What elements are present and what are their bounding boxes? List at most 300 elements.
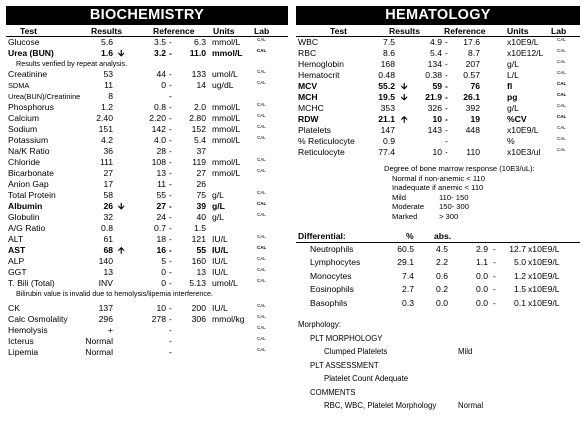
cell-percent: 2.7 <box>402 284 414 295</box>
header-test: Test <box>20 26 38 36</box>
test-name: Total Protein <box>8 190 56 200</box>
reference-dash: - <box>169 157 172 167</box>
platelet-count-label: Platelet Count Adequate <box>324 374 409 384</box>
plt-morphology-heading: PLT MORPHOLOGY <box>310 333 383 343</box>
reference-dash: - <box>169 80 172 90</box>
result-value: 1.2 <box>101 102 113 112</box>
unit-label: IU/L <box>212 234 228 244</box>
differential-rows <box>296 243 580 311</box>
lab-code: CAL <box>557 70 566 75</box>
table-row <box>6 190 288 201</box>
reference-high: 200 <box>191 303 206 313</box>
differential-row <box>296 243 580 257</box>
result-value: 21.1 <box>378 114 395 124</box>
reference-low: 0.7 <box>154 223 166 233</box>
result-value: 61 <box>103 234 113 244</box>
result-value: 27 <box>103 168 113 178</box>
test-name: Lipemia <box>8 347 39 357</box>
lab-code: CAL <box>257 314 266 319</box>
reference-high: 6.3 <box>194 37 206 47</box>
reference-low: 4.9 <box>430 37 442 47</box>
reference-low: 18 <box>156 234 166 244</box>
unit-label: ug/dL <box>212 80 234 90</box>
result-value: 55.2 <box>378 81 395 91</box>
reference-high: 2.80 <box>189 113 206 123</box>
test-name: Urea(BUN)/Creatinine <box>8 92 81 101</box>
arrow-down-icon: 🡫 <box>118 201 125 211</box>
reference-high: 14 <box>196 80 206 90</box>
reference-low: 326 <box>427 103 442 113</box>
lab-code: CAL <box>257 113 266 118</box>
result-value: Normal <box>85 347 113 357</box>
lab-code: CAL <box>257 256 266 261</box>
unit-label: umol/L <box>212 69 238 79</box>
rbc-wbc-row <box>296 399 580 413</box>
test-name: Reticulocyte <box>298 147 345 157</box>
cell-name: Monocytes <box>310 270 352 281</box>
reference-dash: - <box>169 124 172 134</box>
result-value: 58 <box>103 190 113 200</box>
reference-low: 0 <box>161 278 166 288</box>
unit-label: IU/L <box>212 303 228 313</box>
table-row <box>296 92 580 103</box>
lab-code: CAL <box>557 125 566 130</box>
reference-high: 26.1 <box>463 92 480 102</box>
reference-low: 10 <box>432 147 442 157</box>
reference-high: 39 <box>196 201 206 211</box>
comments-row <box>296 386 580 400</box>
reference-high: 37 <box>196 146 206 156</box>
result-value: 32 <box>103 212 113 222</box>
table-row <box>6 245 288 256</box>
test-name: ALP <box>8 256 25 266</box>
reference-high: 5.4 <box>194 135 206 145</box>
reference-low: 0 <box>161 267 166 277</box>
header-lab: Lab <box>254 26 270 36</box>
cell-name: Neutrophils <box>310 243 354 254</box>
test-name: CK <box>8 303 20 313</box>
test-name: Albumin <box>8 201 43 211</box>
lab-code: CAL <box>557 103 566 108</box>
table-row <box>296 48 580 59</box>
result-value: 140 <box>98 256 113 266</box>
reference-low: 142 <box>151 124 166 134</box>
test-name: Hematocrit <box>298 70 340 80</box>
reference-low: 5 <box>161 256 166 266</box>
reference-dash: - <box>445 136 448 146</box>
header-units: Units <box>213 26 235 36</box>
reference-dash: - <box>169 314 172 324</box>
test-name: % Reticulocyte <box>298 136 355 146</box>
reference-dash: - <box>169 347 172 357</box>
clumped-platelets-label: Clumped Platelets <box>324 347 388 357</box>
table-row <box>6 48 288 59</box>
lab-code: CAL <box>557 48 566 53</box>
unit-label: x10E3/ul <box>507 147 541 157</box>
reference-dash: - <box>169 168 172 178</box>
reference-high: 119 <box>192 157 206 167</box>
test-name: SDMA <box>8 81 30 90</box>
test-name: Potassium <box>8 135 49 145</box>
unit-label: x10E9/L <box>528 297 560 308</box>
reference-low: 5.4 <box>430 48 442 58</box>
table-row <box>6 256 288 267</box>
result-value: 137 <box>98 303 113 313</box>
differential-row <box>296 270 580 284</box>
grade-label: Moderate <box>392 202 425 212</box>
unit-label: IU/L <box>212 245 229 255</box>
test-name: Phosphorus <box>8 102 54 112</box>
biochemistry-title: BIOCHEMISTRY <box>6 6 288 25</box>
morphology-title: Morphology: <box>298 320 341 330</box>
unit-label: g/L <box>212 190 224 200</box>
hematology-panel <box>296 6 580 413</box>
unit-label: g/L <box>507 59 519 69</box>
table-row <box>296 70 580 81</box>
reference-low: 0.38 <box>425 70 442 80</box>
reference-high: 2.0 <box>194 102 206 112</box>
header-results: Results <box>91 26 123 36</box>
differential-row <box>296 256 580 270</box>
result-value: 53 <box>103 69 113 79</box>
cell-percent: 29.1 <box>397 257 414 268</box>
reference-low: 3.2 <box>154 48 166 58</box>
reference-low: 134 <box>427 59 442 69</box>
reference-high: 0.57 <box>463 70 480 80</box>
reference-dash: - <box>169 37 172 47</box>
grade-label: Mild <box>392 192 406 202</box>
header-units: Units <box>507 26 529 36</box>
platelet-count-row <box>296 372 580 386</box>
reference-dash: - <box>445 37 448 47</box>
result-value: INV <box>98 278 113 288</box>
hematology-rows <box>296 37 580 158</box>
result-value: 17 <box>103 179 113 189</box>
test-name: Na/K Ratio <box>8 146 50 156</box>
reference-high: 0.1 <box>514 297 526 308</box>
reference-dash: - <box>169 234 172 244</box>
reference-low: 21.9 <box>425 92 442 102</box>
table-row <box>6 146 288 157</box>
table-row <box>6 113 288 124</box>
clumped-platelets-row <box>296 345 580 359</box>
reference-low: 10 <box>432 114 442 124</box>
reference-high: 448 <box>465 125 480 135</box>
test-name: Chloride <box>8 157 41 167</box>
reference-high: 5.13 <box>189 278 206 288</box>
plt-assessment-row <box>296 359 580 373</box>
reference-low: 13 <box>156 168 166 178</box>
reference-dash: - <box>169 223 172 233</box>
reference-low: 27 <box>156 201 166 211</box>
reference-low: 11 <box>157 179 166 189</box>
unit-label: g/L <box>212 212 224 222</box>
lab-code: CAL <box>257 267 266 272</box>
test-name: RBC <box>298 48 317 58</box>
test-name: Hemoglobin <box>298 59 344 69</box>
reference-high: 1.2 <box>514 270 526 281</box>
result-value: 26 <box>103 201 113 211</box>
header-reference: Reference <box>153 26 195 36</box>
unit-label: % <box>507 136 515 146</box>
unit-label: %CV <box>507 114 527 124</box>
reference-dash: - <box>445 147 448 157</box>
bone-marrow-line: Normal if non-anemic < 110 <box>392 173 485 183</box>
biochemistry-column-headers <box>6 25 288 37</box>
test-name: Calc Osmolality <box>8 314 68 324</box>
lab-code: CAL <box>257 102 266 107</box>
reference-low: 0.8 <box>154 102 166 112</box>
unit-label: mmol/L <box>212 113 241 123</box>
lab-code: CAL <box>557 136 566 141</box>
bone-marrow-grade <box>392 212 580 222</box>
arrow-down-icon: 🡫 <box>118 48 125 58</box>
lab-code: CAL <box>257 325 266 330</box>
reference-dash: - <box>445 125 448 135</box>
lab-code: CAL <box>257 201 267 206</box>
morphology-section <box>296 318 580 413</box>
reference-dash: - <box>445 103 448 113</box>
reference-low: 59 <box>432 81 442 91</box>
reference-dash: - <box>169 336 172 346</box>
header-test: Test <box>330 26 348 36</box>
table-row <box>6 69 288 80</box>
reference-high: 76 <box>470 81 480 91</box>
result-value: + <box>107 325 113 335</box>
result-value: 0.8 <box>101 223 113 233</box>
reference-dash: - <box>493 284 496 295</box>
unit-label: L/L <box>507 70 519 80</box>
table-row <box>6 102 288 113</box>
reference-low: 44 <box>156 69 166 79</box>
hematology-title: HEMATOLOGY <box>296 6 580 25</box>
reference-high: 40 <box>196 212 206 222</box>
reference-low: 55 <box>156 190 166 200</box>
arrow-down-icon: 🡫 <box>401 81 408 91</box>
lab-code: CAL <box>257 135 266 140</box>
lab-code: CAL <box>257 168 266 173</box>
table-row <box>6 278 288 289</box>
unit-label: mmol/L <box>212 135 241 145</box>
unit-label: fl <box>507 81 513 91</box>
header-reference: Reference <box>444 26 486 36</box>
reference-low: 0 <box>161 80 166 90</box>
reference-low: 3.5 <box>154 37 166 47</box>
bone-marrow-grade <box>392 202 580 212</box>
table-row <box>6 201 288 212</box>
table-row <box>6 336 288 347</box>
cell-percent: 60.5 <box>397 243 414 254</box>
lab-code: CAL <box>557 147 566 152</box>
reference-low: 143 <box>427 125 442 135</box>
reference-dash: - <box>169 146 172 156</box>
test-name: Icterus <box>8 336 34 346</box>
arrow-down-icon: 🡫 <box>401 92 408 102</box>
table-row <box>6 168 288 179</box>
reference-dash: - <box>169 212 172 222</box>
reference-low: 4.0 <box>154 135 166 145</box>
reference-low: 2.9 <box>476 243 488 254</box>
lab-code: CAL <box>257 80 266 85</box>
reference-low: 0.0 <box>476 297 488 308</box>
differential-title: Differential: <box>298 230 346 241</box>
reference-dash: - <box>445 92 448 102</box>
lab-code: CAL <box>257 212 266 217</box>
result-note: Results verified by repeat analysis. <box>16 59 128 68</box>
result-value: 296 <box>98 314 113 324</box>
result-value: 77.4 <box>378 147 395 157</box>
reference-high: 26 <box>196 179 206 189</box>
cell-absolute: 0.2 <box>436 284 448 295</box>
reference-dash: - <box>445 48 448 58</box>
lab-code: CAL <box>257 234 266 239</box>
lab-code: CAL <box>257 278 266 283</box>
table-row <box>6 223 288 234</box>
biochemistry-rows <box>6 37 288 358</box>
reference-dash: - <box>493 297 496 308</box>
differential-row <box>296 283 580 297</box>
unit-label: umol/L <box>212 278 238 288</box>
unit-label: mmol/L <box>212 48 243 58</box>
bone-marrow-line: Inadequate if anemic < 110 <box>392 183 484 193</box>
result-value: 11 <box>104 80 113 90</box>
reference-dash: - <box>169 325 172 335</box>
unit-label: IU/L <box>212 256 228 266</box>
table-row <box>6 135 288 146</box>
reference-high: 75 <box>196 190 206 200</box>
reference-high: 306 <box>191 314 206 324</box>
lab-code: CAL <box>557 37 566 42</box>
unit-label: g/L <box>507 103 519 113</box>
result-value: 111 <box>99 157 113 167</box>
table-row <box>6 314 288 325</box>
reference-dash: - <box>169 69 172 79</box>
result-value: 168 <box>380 59 395 69</box>
table-row <box>6 212 288 223</box>
reference-high: 110 <box>466 147 480 157</box>
reference-dash: - <box>445 114 448 124</box>
reference-dash: - <box>493 257 496 268</box>
differential-abs-header: abs. <box>434 230 452 241</box>
reference-low: 0.0 <box>476 284 488 295</box>
reference-high: 12.7 <box>509 243 526 254</box>
test-name: WBC <box>298 37 319 47</box>
arrow-up-icon: 🡩 <box>401 114 408 124</box>
table-row <box>6 234 288 245</box>
bone-marrow-grade <box>392 193 580 203</box>
reference-low: 1.1 <box>476 257 488 268</box>
grade-value: 150- 300 <box>439 202 469 212</box>
lab-code: CAL <box>257 157 266 162</box>
comments-heading: COMMENTS <box>310 387 356 397</box>
reference-dash: - <box>493 243 496 254</box>
reference-high: 1.5 <box>514 284 526 295</box>
lab-code: CAL <box>257 347 266 352</box>
reference-low: 108 <box>151 157 166 167</box>
unit-label: mmol/L <box>212 168 241 178</box>
reference-dash: - <box>169 267 172 277</box>
test-name: MCV <box>298 81 318 91</box>
lab-code: CAL <box>257 124 266 129</box>
unit-label: x10E12/L <box>507 48 544 58</box>
reference-dash: - <box>169 113 172 123</box>
result-value: 7.5 <box>383 37 395 47</box>
lab-code: CAL <box>557 59 566 64</box>
lab-code: CAL <box>257 190 266 195</box>
table-row <box>6 303 288 314</box>
arrow-up-icon: 🡩 <box>118 245 125 255</box>
grade-value: > 300 <box>439 211 459 221</box>
cell-absolute: 4.5 <box>436 243 448 254</box>
table-row <box>6 179 288 190</box>
reference-high: 11.0 <box>189 48 206 58</box>
table-row <box>296 114 580 125</box>
result-value: 353 <box>380 103 395 113</box>
unit-label: x10E9/L <box>528 257 560 268</box>
reference-dash: - <box>169 256 172 266</box>
reference-high: 160 <box>191 256 206 266</box>
reference-dash: - <box>169 48 172 58</box>
table-row <box>6 157 288 168</box>
unit-label: mmol/kg <box>212 314 245 324</box>
header-results: Results <box>389 26 421 36</box>
cell-absolute: 0.6 <box>436 270 448 281</box>
result-value: Normal <box>85 336 113 346</box>
grade-label: Marked <box>392 211 418 221</box>
reference-high: 152 <box>191 124 206 134</box>
unit-label: IU/L <box>212 267 228 277</box>
differential-row <box>296 297 580 311</box>
unit-label: x10E9/L <box>528 243 560 254</box>
header-lab: Lab <box>551 26 567 36</box>
table-row <box>6 37 288 48</box>
test-name: Urea (BUN) <box>8 48 54 58</box>
reference-high: 13 <box>196 267 206 277</box>
test-name: T. Bili (Total) <box>8 278 55 288</box>
reference-low: 0.0 <box>476 270 488 281</box>
table-row <box>296 125 580 136</box>
reference-dash: - <box>169 190 172 200</box>
lab-code: CAL <box>557 114 567 119</box>
table-row <box>296 147 580 158</box>
result-value: 8.6 <box>383 48 395 58</box>
differential-pct-header: % <box>406 230 414 241</box>
table-row <box>6 267 288 278</box>
unit-label: mmol/L <box>212 37 241 47</box>
test-name: Calcium <box>8 113 40 123</box>
test-name: Creatinine <box>8 69 48 79</box>
cell-name: Lymphocytes <box>310 257 361 268</box>
test-name: MCHC <box>298 103 324 113</box>
rbc-wbc-label: RBC, WBC, Platelet Morphology <box>324 401 437 411</box>
test-name: Bicarbonate <box>8 168 54 178</box>
lab-code: CAL <box>257 69 266 74</box>
reference-low: 10 <box>156 303 166 313</box>
table-row <box>6 91 288 102</box>
reference-low: 2.20 <box>149 113 166 123</box>
lab-code: CAL <box>557 81 567 86</box>
table-row <box>6 124 288 135</box>
grade-value: 110- 150 <box>439 192 469 202</box>
unit-label: x10E9/L <box>528 270 560 281</box>
result-note: Bilirubin value is invalid due to hemolysis/lipemia interference. <box>16 289 213 298</box>
lab-code: CAL <box>257 336 266 341</box>
cell-name: Eosinophils <box>310 284 354 295</box>
cell-absolute: 2.2 <box>436 257 448 268</box>
table-row <box>6 347 288 358</box>
result-value: 0.48 <box>378 70 395 80</box>
result-value: 19.5 <box>378 92 395 102</box>
